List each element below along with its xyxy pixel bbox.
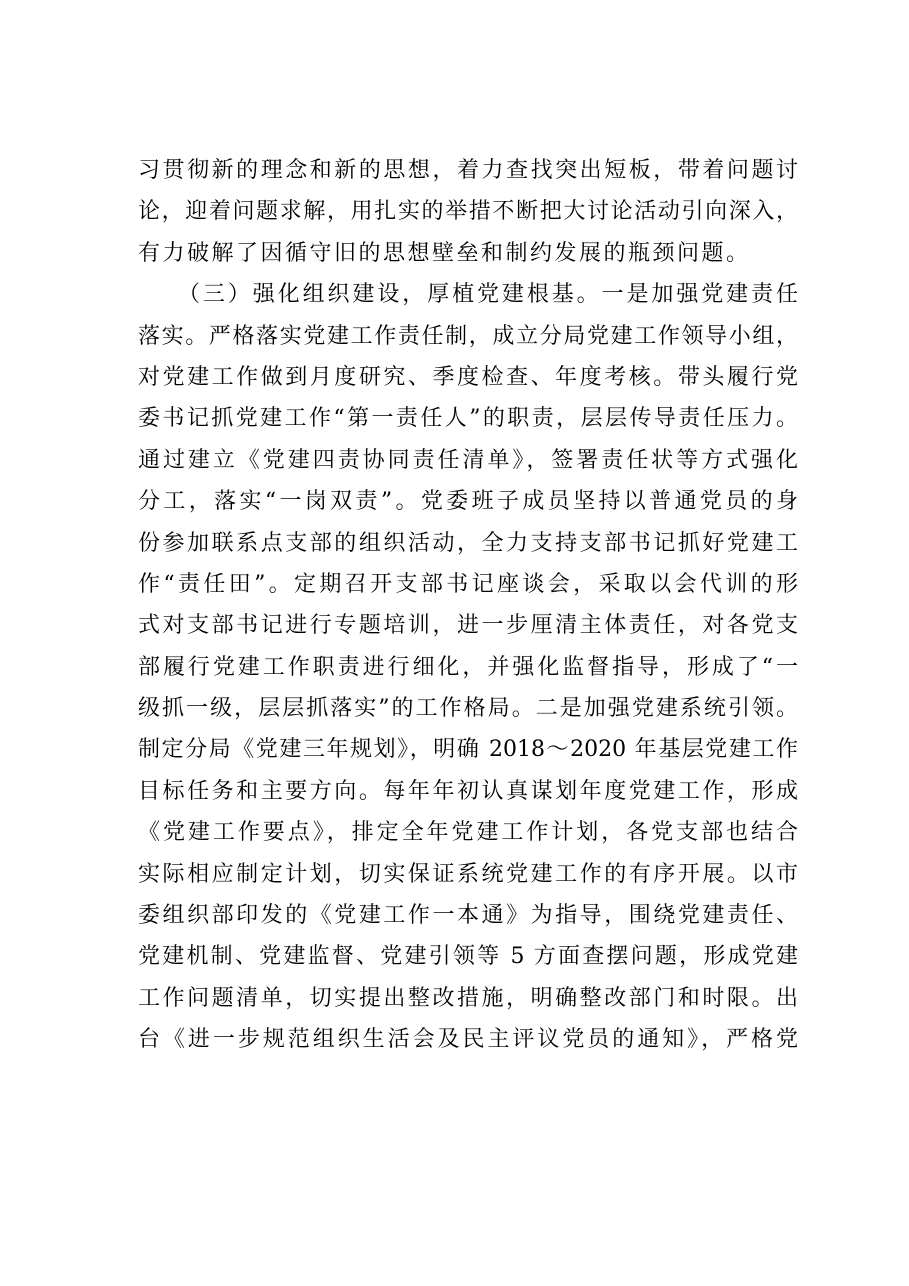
text-line: 通过建立《党建四责协同责任清单》，签署责任状等方式强化 bbox=[138, 447, 798, 473]
text-line: 对党建工作做到月度研究、季度检查、年度考核。带头履行党 bbox=[138, 364, 798, 390]
text-line: （三）强化组织建设，厚植党建根基。一是加强党建责任 bbox=[178, 282, 798, 308]
text-line: 委组织部印发的《党建工作一本通》为指导，围绕党建责任、 bbox=[138, 903, 798, 929]
text-line: 工作问题清单，切实提出整改措施，明确整改部门和时限。出 bbox=[138, 985, 798, 1011]
text-line: 习贯彻新的理念和新的思想，着力查找突出短板，带着问题讨 bbox=[138, 158, 798, 183]
text-line: 份参加联系点支部的组织活动，全力支持支部书记抓好党建工 bbox=[138, 530, 798, 556]
body-text bbox=[138, 150, 798, 1061]
text-line: 级抓一级，层层抓落实”的工作格局。二是加强党建系统引领。 bbox=[138, 696, 798, 722]
text-line: 有力破解了因循守旧的思想壁垒和制约发展的瓶颈问题。 bbox=[138, 240, 751, 266]
text-line: 目标任务和主要方向。每年年初认真谋划年度党建工作，形成 bbox=[138, 778, 798, 804]
text-line: 作“责任田”。定期召开支部书记座谈会，采取以会代训的形 bbox=[138, 571, 798, 597]
text-line: 委书记抓党建工作“第一责任人”的职责，层层传导责任压力。 bbox=[138, 406, 798, 432]
text-line: 台《进一步规范组织生活会及民主评议党员的通知》，严格党 bbox=[138, 1027, 798, 1053]
text-line: 部履行党建工作职责进行细化，并强化监督指导，形成了“一 bbox=[138, 654, 798, 680]
text-line: 分工，落实“一岗双责”。党委班子成员坚持以普通党员的身 bbox=[138, 489, 798, 515]
text-line: 《党建工作要点》，排定全年党建工作计划，各党支部也结合 bbox=[138, 820, 798, 846]
text-line: 式对支部书记进行专题培训，进一步厘清主体责任，对各党支 bbox=[138, 613, 798, 639]
text-line: 党建机制、党建监督、党建引领等 5 方面查摆问题，形成党建 bbox=[138, 944, 798, 970]
text-line: 落实。严格落实党建工作责任制，成立分局党建工作领导小组， bbox=[138, 323, 798, 349]
text-line: 论，迎着问题求解，用扎实的举措不断把大讨论活动引向深入， bbox=[138, 199, 798, 225]
text-line: 制定分局《党建三年规划》，明确 2018～2020 年基层党建工作 bbox=[138, 737, 798, 763]
text-line: 实际相应制定计划，切实保证系统党建工作的有序开展。以市 bbox=[138, 861, 798, 887]
